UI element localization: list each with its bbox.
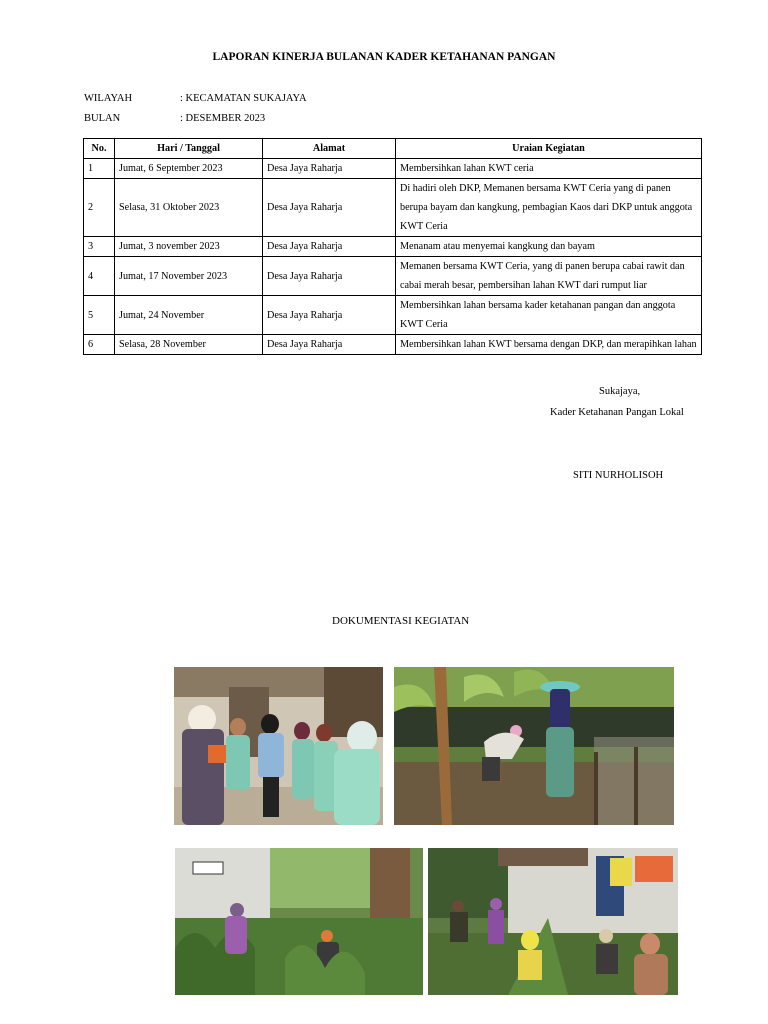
cell-date: Jumat, 17 November 2023 bbox=[115, 257, 263, 296]
cell-address: Desa Jaya Raharja bbox=[263, 159, 396, 179]
cell-description: Memanen bersama KWT Ceria, yang di panen berupa cabai rawit dan cabai merah besar, pembersihan lahan KWT dari rumput liar bbox=[396, 257, 702, 296]
header-description: Uraian Kegiatan bbox=[396, 139, 702, 159]
cell-no: 5 bbox=[84, 296, 115, 335]
header-date: Hari / Tanggal bbox=[115, 139, 263, 159]
bulan-value: : DESEMBER 2023 bbox=[180, 113, 266, 124]
cell-no: 4 bbox=[84, 257, 115, 296]
meta-bulan bbox=[84, 113, 265, 124]
cell-address: Desa Jaya Raharja bbox=[263, 296, 396, 335]
signature-role: Kader Ketahanan Pangan Lokal bbox=[550, 407, 684, 418]
cell-address: Desa Jaya Raharja bbox=[263, 335, 396, 355]
table-row bbox=[84, 179, 702, 237]
cell-date: Selasa, 28 November bbox=[115, 335, 263, 355]
report-title: LAPORAN KINERJA BULANAN KADER KETAHANAN PANGAN bbox=[212, 51, 556, 63]
table-row bbox=[84, 296, 702, 335]
signature-name: SITI NURHOLISOH bbox=[573, 470, 664, 481]
wilayah-value: : KECAMATAN SUKAJAYA bbox=[180, 93, 307, 104]
cell-description: Membersihkan lahan bersama kader ketahanan pangan dan anggota KWT Ceria bbox=[396, 296, 702, 335]
table-row bbox=[84, 159, 702, 179]
cell-no: 1 bbox=[84, 159, 115, 179]
cell-address: Desa Jaya Raharja bbox=[263, 179, 396, 237]
cell-no: 3 bbox=[84, 237, 115, 257]
cell-no: 6 bbox=[84, 335, 115, 355]
cell-description: Menanam atau menyemai kangkung dan bayam bbox=[396, 237, 702, 257]
cell-date: Jumat, 24 November bbox=[115, 296, 263, 335]
header-no: No. bbox=[84, 139, 115, 159]
table-row bbox=[84, 257, 702, 296]
cell-description: Di hadiri oleh DKP, Memanen bersama KWT Ceria yang di panen berupa bayam dan kangkung, pembagian Kaos dari DKP untuk anggota KWT Ceria bbox=[396, 179, 702, 237]
cell-address: Desa Jaya Raharja bbox=[263, 257, 396, 296]
photo-house-yard-planting bbox=[428, 848, 678, 995]
cell-description: Membersihkan lahan KWT bersama dengan DKP, dan merapihkan lahan bbox=[396, 335, 702, 355]
photo-nursery-greenhouse bbox=[175, 848, 423, 995]
cell-description: Membersihkan lahan KWT ceria bbox=[396, 159, 702, 179]
bulan-label: BULAN bbox=[84, 113, 121, 124]
meta-wilayah bbox=[84, 93, 307, 104]
table-row bbox=[84, 237, 702, 257]
cell-date: Jumat, 6 September 2023 bbox=[115, 159, 263, 179]
cell-no: 2 bbox=[84, 179, 115, 237]
table-header-row bbox=[84, 139, 702, 159]
cell-date: Selasa, 31 Oktober 2023 bbox=[115, 179, 263, 237]
cell-date: Jumat, 3 november 2023 bbox=[115, 237, 263, 257]
photo-garden-harvest bbox=[394, 667, 674, 825]
documentation-title: DOKUMENTASI KEGIATAN bbox=[332, 615, 470, 627]
header-address: Alamat bbox=[263, 139, 396, 159]
signature-place: Sukajaya, bbox=[599, 386, 641, 397]
activity-table bbox=[83, 138, 702, 355]
wilayah-label: WILAYAH bbox=[84, 93, 133, 104]
cell-address: Desa Jaya Raharja bbox=[263, 237, 396, 257]
table-row bbox=[84, 335, 702, 355]
photo-meeting-group bbox=[174, 667, 383, 825]
